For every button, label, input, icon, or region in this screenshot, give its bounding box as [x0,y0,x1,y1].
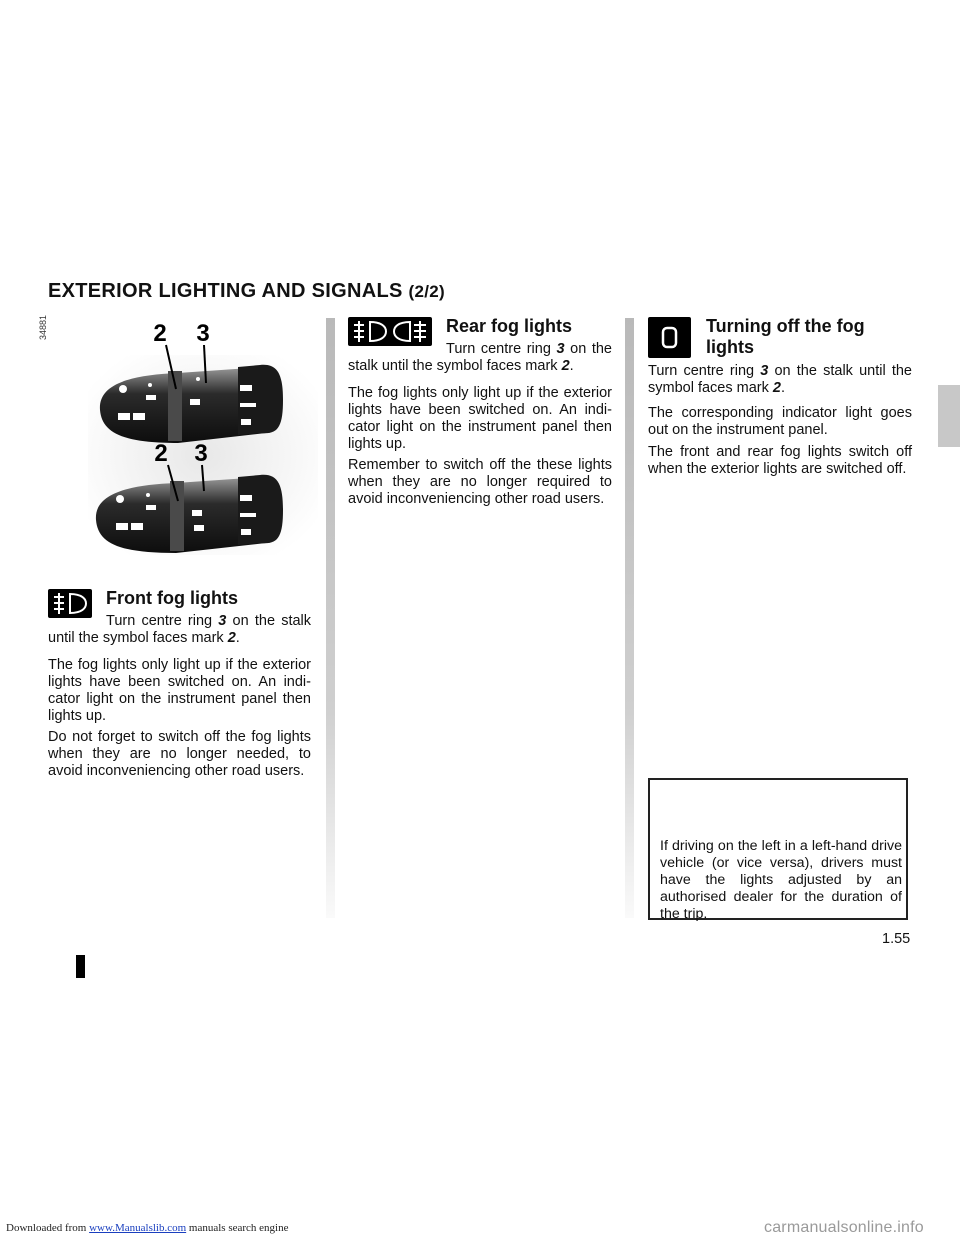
front-fog-title: Front fog lights [106,588,238,608]
manualslib-link[interactable]: www.Manualslib.com [89,1222,187,1234]
rear-fog-paragraph-1: Turn centre ring 3 on the stalk until the symbol faces mark 2. [348,341,612,374]
note-box [648,778,908,920]
fog-off-paragraph-1: Turn centre ring 3 on the stalk until the symbol faces mark 2. [648,363,913,396]
photo-id: 34881 [38,314,48,340]
column-divider [625,318,634,918]
fog-off-paragraph-2: The corresponding indicator light goes out on the instrument panel. [648,405,912,438]
callout-3: 3 [196,320,210,347]
watermark-brand: carmanualsonline.info [764,1219,924,1236]
fog-off-icon [648,317,691,358]
page-title: EXTERIOR LIGHTING AND SIGNALS (2/2) [48,280,445,302]
callout-3: 3 [194,440,208,467]
download-footer: Downloaded from www.Manualslib.com manuals search engine [6,1222,289,1234]
fog-off-title: Turning off the fog lights [706,316,865,357]
callout-2: 2 [153,320,167,347]
front-fog-paragraph-2: The fog lights only light up if the exterior lights have been switched on. An indi-cator light on the instrument panel then lights up. [48,657,311,724]
corner-mark [76,955,85,978]
column-divider [326,318,335,918]
rear-fog-paragraph-3: Remember to switch off the these lights when they are no longer required to avoid inconveniencing other road users. [348,457,612,507]
page-number: 1.55 [882,931,911,947]
callout-2: 2 [154,440,168,467]
page-subtitle: (2/2) [408,282,445,301]
section-tab [938,385,960,447]
rear-fog-title: Rear fog lights [446,316,573,336]
stalk-figure [88,315,318,560]
front-fog-paragraph-1: Turn centre ring 3 on the stalk until the symbol faces mark 2. [48,613,312,646]
rear-fog-paragraph-2: The fog lights only light up if the exterior lights have been switched on. An indi-cator light on the instrument panel then lights up. [348,385,612,452]
note-text: If driving on the left in a left-hand drive vehicle (or vice versa), drivers must have the lights adjusted by an authorised dealer for the duration of the trip. [660,838,902,922]
fog-off-paragraph-3: The front and rear fog lights switch off when the exterior lights are switched off. [648,444,912,477]
front-fog-paragraph-3: Do not forget to switch off the fog lights when they are no longer needed, to avoid inconveniencing other road users. [48,729,311,779]
